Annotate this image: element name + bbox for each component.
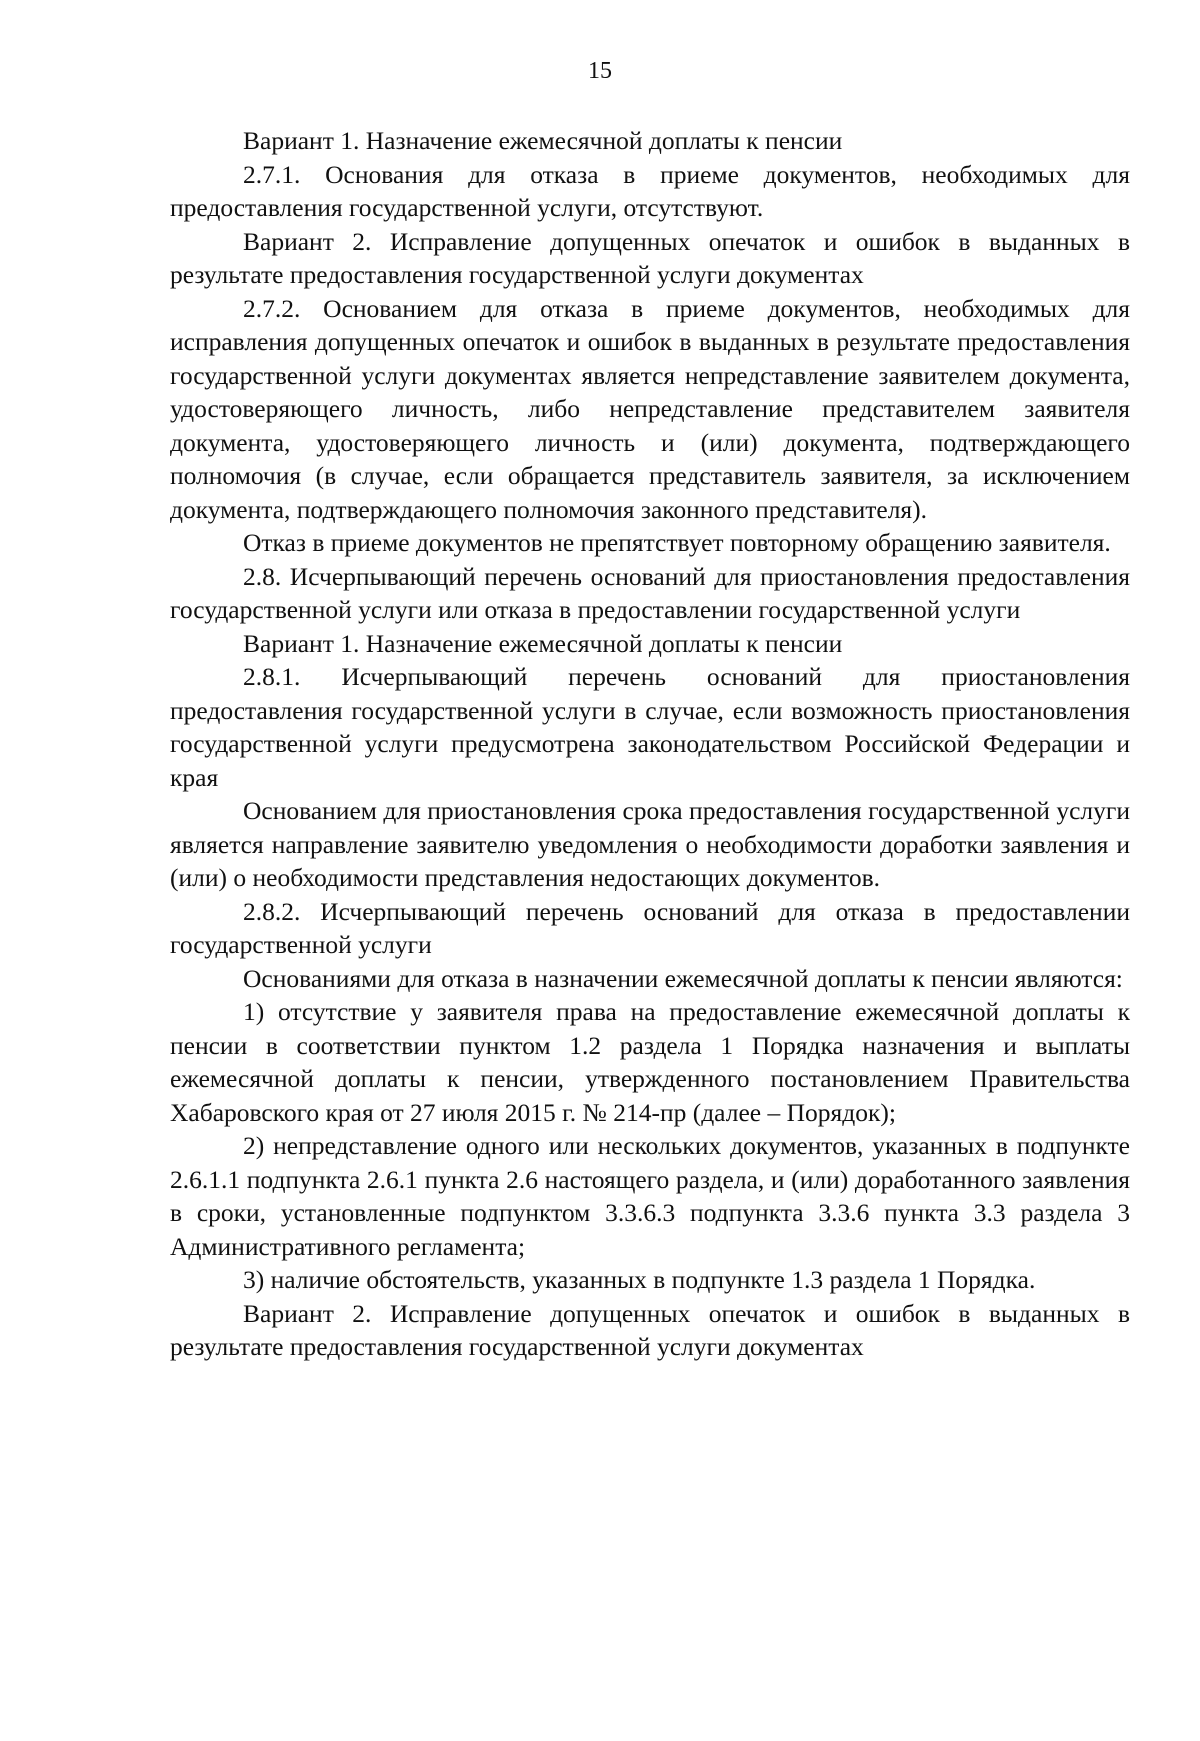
paragraph-refusal-note: Отказ в приеме документов не препятствует повторному обращению заявителя. [243, 528, 1111, 557]
document-body [170, 124, 1130, 1364]
list-item-2: 2) непредставление одного или нескольких документов, указанных в подпункте 2.6.1.1 подпункта 2.6.1 пункта 2.6 настоящего раздела, и (или) доработанного заявления в сроки, установленные подпунктом 3.3.6.3 подпункта 3.3.6 пункта 3.3 раздела 3 Административного регламента; [170, 1131, 1130, 1261]
paragraph-variant-1-heading: Вариант 1. Назначение ежемесячной доплаты к пенсии [243, 126, 843, 155]
paragraph-variant-1-heading-2: Вариант 1. Назначение ежемесячной доплаты к пенсии [243, 628, 843, 658]
paragraph-variant-2-heading-2: Вариант 2. Исправление допущенных опечаток и ошибок в выданных в результате предоставления государственной услуги документах [170, 1298, 1130, 1361]
list-item-1: 1) отсутствие у заявителя права на предоставление ежемесячной доплаты к пенсии в соответствии пунктом 1.2 раздела 1 Порядка назначения и выплаты ежемесячной доплаты к пенсии, утвержденного постановлением Правительства Хабаровского края от 27 июля 2015 г. № 214-пр (далее – Порядок); [170, 997, 1130, 1127]
paragraph-2-8: 2.8. Исчерпывающий перечень оснований для приостановления предоставления государственной услуги или отказа в предоставлении государственной услуги [170, 561, 1130, 624]
paragraph-2-8-1: 2.8.1. Исчерпывающий перечень оснований для приостановления предоставления государственной услуги в случае, если возможность приостановления государственной услуги предусмотрена законодательством Российской Федерации и края [170, 662, 1130, 792]
paragraph-suspension-basis: Основанием для приостановления срока предоставления государственной услуги является направление заявителю уведомления о необходимости доработки заявления и (или) о необходимости представления недостающих документов. [170, 796, 1130, 892]
paragraph-refusal-grounds-intro: Основаниями для отказа в назначении ежемесячной доплаты к пенсии являются: [243, 963, 1123, 993]
paragraph-2-8-2: 2.8.2. Исчерпывающий перечень оснований для отказа в предоставлении государственной услуги [170, 896, 1130, 959]
paragraph-2-7-1: 2.7.1. Основания для отказа в приеме документов, необходимых для предоставления государственной услуги, отсутствуют. [170, 159, 1130, 222]
page-number: 15 [588, 58, 612, 84]
paragraph-2-7-2: 2.7.2. Основанием для отказа в приеме документов, необходимых для исправления допущенных опечаток и ошибок в выданных в результате предоставления государственной услуги документах является непредставление заявителем документа, удостоверяющего личность, либо непредставление представителем заявителя документа, удостоверяющего личность и (или) документа, подтверждающего полномочия (в случае, если обращается представитель заявителя, за исключением документа, подтверждающего полномочия законного представителя). [170, 293, 1130, 524]
list-item-3: 3) наличие обстоятельств, указанных в подпункте 1.3 раздела 1 Порядка. [243, 1265, 1036, 1294]
paragraph-variant-2-heading: Вариант 2. Исправление допущенных опечаток и ошибок в выданных в результате предоставления государственной услуги документах [170, 226, 1130, 289]
